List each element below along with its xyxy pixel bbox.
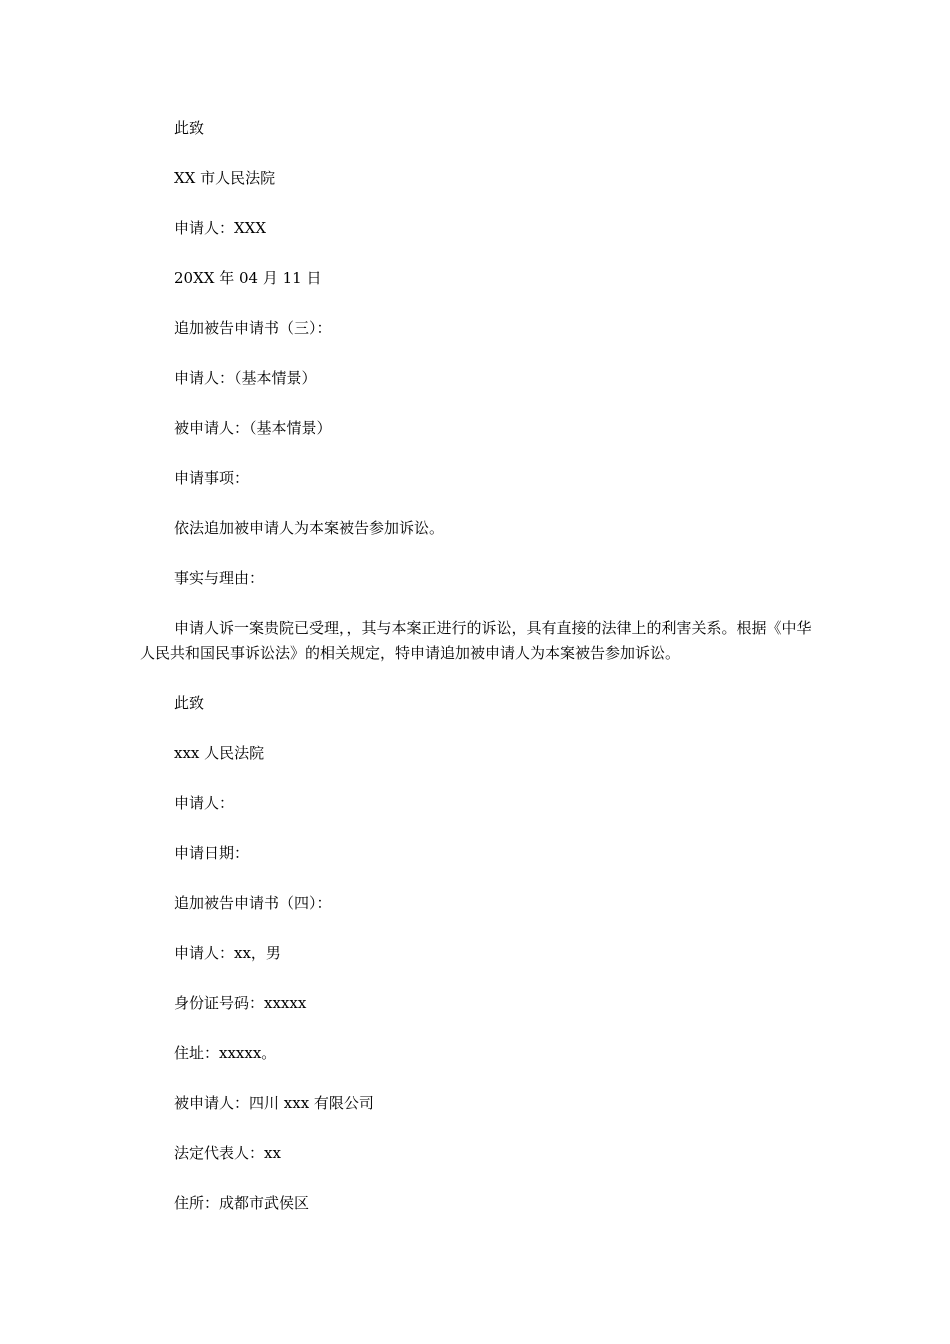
respondent-domicile: 住所：成都市武侯区	[174, 1194, 310, 1212]
facts-reasons-heading: 事实与理由：	[174, 569, 265, 587]
closing-salutation-2: 此致	[174, 694, 205, 712]
section-title-4: 追加被告申请书（四）：	[174, 894, 332, 912]
application-date-2: 申请日期：	[174, 844, 250, 862]
id-number: 身份证号码：xxxxx	[174, 994, 307, 1012]
recipient-court-2: xxx 人民法院	[174, 744, 265, 762]
request-items-heading: 申请事项：	[174, 469, 250, 487]
recipient-court: XX 市人民法院	[174, 169, 276, 187]
respondent-company: 被申请人：四川 xxx 有限公司	[174, 1094, 374, 1112]
applicant-info: 申请人：（基本情景）	[174, 369, 317, 387]
facts-reasons-text: 申请人诉一案贵院已受理，，其与本案正进行的诉讼，具有直接的法律上的利害关系。根据《中华人民共和国民事诉讼法》的相关规定，特申请追加被申请人为本案被告参加诉讼。	[140, 619, 812, 662]
applicant-name-gender: 申请人：xx，男	[174, 944, 281, 962]
legal-representative: 法定代表人：xx	[174, 1144, 281, 1162]
request-items-text: 依法追加被申请人为本案被告参加诉讼。	[174, 519, 445, 537]
applicant-signature-2: 申请人：	[174, 794, 235, 812]
respondent-info: 被申请人：（基本情景）	[174, 419, 332, 437]
section-title-3: 追加被告申请书（三）：	[174, 319, 332, 337]
closing-salutation: 此致	[174, 119, 205, 137]
address: 住址：xxxxx。	[174, 1044, 277, 1062]
document-body	[140, 116, 820, 1216]
applicant-signature: 申请人：XXX	[174, 219, 267, 237]
signing-date: 20XX 年 04 月 11 日	[174, 269, 322, 287]
